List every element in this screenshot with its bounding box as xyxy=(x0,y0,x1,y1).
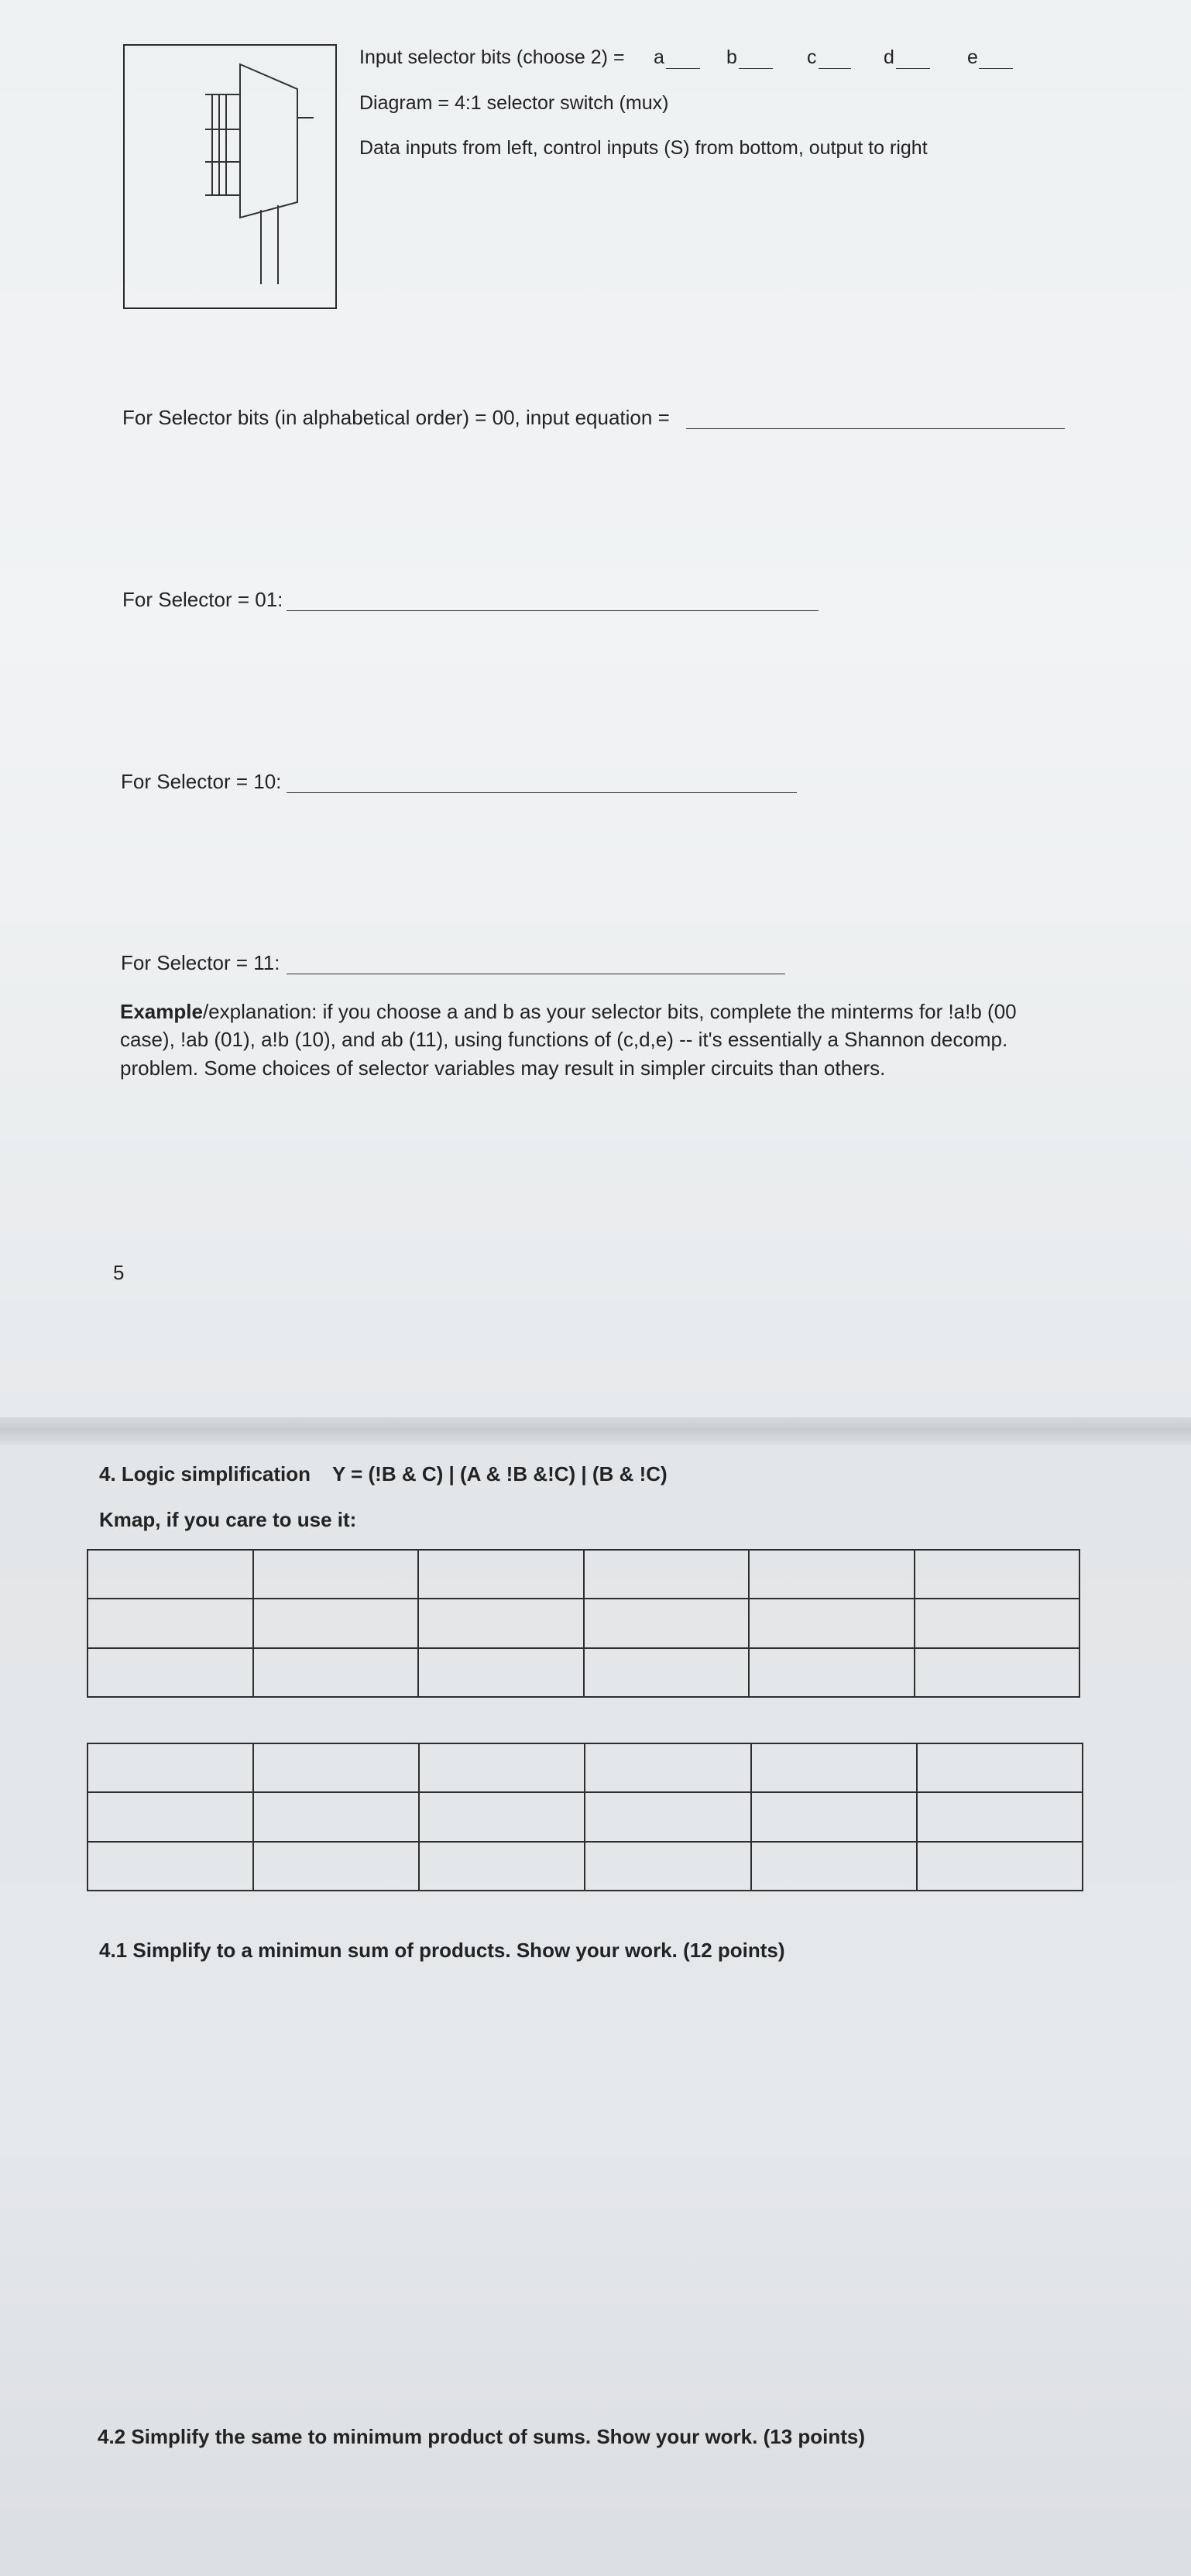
exam-page-bottom xyxy=(0,1445,1191,2576)
kmap-cell[interactable] xyxy=(253,1792,419,1841)
blank-c[interactable] xyxy=(819,68,851,69)
kmap-2-row xyxy=(88,1842,1083,1891)
kmap-cell[interactable] xyxy=(915,1550,1080,1599)
example-line-1 xyxy=(120,999,1017,1024)
mux-diagram xyxy=(123,44,337,309)
selector-00-answer-line[interactable] xyxy=(686,428,1065,429)
selector-10-label: For Selector = 10: xyxy=(121,770,282,793)
kmap-cell[interactable] xyxy=(584,1599,750,1647)
kmap-cell[interactable] xyxy=(749,1599,915,1647)
blank-e[interactable] xyxy=(979,68,1013,69)
page-number: 5 xyxy=(113,1261,125,1284)
kmap-cell[interactable] xyxy=(418,1599,584,1647)
blank-b[interactable] xyxy=(739,68,773,69)
kmap-cell[interactable] xyxy=(418,1550,584,1599)
kmap-cell[interactable] xyxy=(88,1550,253,1599)
kmap-cell[interactable] xyxy=(419,1792,585,1841)
kmap-cell[interactable] xyxy=(749,1648,915,1697)
selector-11-label: For Selector = 11: xyxy=(121,951,280,974)
page-seam xyxy=(0,1417,1191,1447)
kmap-grid-1 xyxy=(87,1549,1080,1698)
kmap-cell[interactable] xyxy=(88,1792,253,1841)
kmap-cell[interactable] xyxy=(751,1743,917,1792)
kmap-cell[interactable] xyxy=(419,1842,585,1891)
kmap-2-row xyxy=(88,1792,1083,1841)
kmap-cell[interactable] xyxy=(584,1550,750,1599)
blank-d[interactable] xyxy=(896,68,930,69)
kmap-cell[interactable] xyxy=(584,1648,750,1697)
kmap-cell[interactable] xyxy=(418,1648,584,1697)
selector-01-answer-line[interactable] xyxy=(287,610,819,611)
kmap-cell[interactable] xyxy=(88,1842,253,1891)
kmap-2-row xyxy=(88,1743,1083,1792)
kmap-cell[interactable] xyxy=(915,1599,1080,1647)
kmap-cell[interactable] xyxy=(88,1599,253,1647)
selector-bits-prompt: Input selector bits (choose 2) = xyxy=(359,46,625,68)
kmap-cell[interactable] xyxy=(585,1743,750,1792)
kmap-cell[interactable] xyxy=(751,1792,917,1841)
kmap-grid-2 xyxy=(87,1743,1083,1891)
selector-10-answer-line[interactable] xyxy=(287,792,797,793)
kmap-1-row xyxy=(88,1648,1079,1697)
mux-symbol xyxy=(125,46,338,311)
kmap-label: Kmap, if you care to use it: xyxy=(99,1508,357,1531)
kmap-cell[interactable] xyxy=(419,1743,585,1792)
kmap-cell[interactable] xyxy=(917,1842,1083,1891)
example-line-1-text: /explanation: if you choose a and b as your selector bits, complete the minterms for !a!b (00 xyxy=(202,1000,1017,1023)
kmap-cell[interactable] xyxy=(88,1743,253,1792)
diagram-description: Diagram = 4:1 selector switch (mux) xyxy=(359,92,669,114)
example-line-2: case), !ab (01), a!b (10), and ab (11), using functions of (c,d,e) -- it's essentially a Shannon decomp. xyxy=(120,1028,1008,1051)
letter-a: a xyxy=(654,46,664,68)
kmap-cell[interactable] xyxy=(915,1648,1080,1697)
data-inputs-description: Data inputs from left, control inputs (S) from bottom, output to right xyxy=(359,137,928,159)
question-4-1: 4.1 Simplify to a minimun sum of products. Show your work. (12 points) xyxy=(99,1939,785,1962)
kmap-cell[interactable] xyxy=(253,1648,419,1697)
kmap-cell[interactable] xyxy=(253,1599,419,1647)
selector-00-label: For Selector bits (in alphabetical order) = 00, input equation = xyxy=(122,406,670,429)
letter-e: e xyxy=(967,46,978,68)
kmap-cell[interactable] xyxy=(253,1550,419,1599)
kmap-cell[interactable] xyxy=(917,1743,1083,1792)
letter-d: d xyxy=(884,46,894,68)
kmap-cell[interactable] xyxy=(749,1550,915,1599)
kmap-1-row xyxy=(88,1550,1079,1599)
example-lead: Example xyxy=(120,1000,203,1023)
question-4-2: 4.2 Simplify the same to minimum product of sums. Show your work. (13 points) xyxy=(98,2425,866,2448)
logic-equation: Y = (!B & C) | (A & !B &!C) | (B & !C) xyxy=(332,1462,668,1485)
letter-c: c xyxy=(807,46,817,68)
kmap-cell[interactable] xyxy=(585,1792,750,1841)
kmap-cell[interactable] xyxy=(253,1842,419,1891)
kmap-cell[interactable] xyxy=(751,1842,917,1891)
kmap-1-row xyxy=(88,1599,1079,1647)
kmap-cell[interactable] xyxy=(88,1648,253,1697)
kmap-cell[interactable] xyxy=(917,1792,1083,1841)
section-4-heading: 4. Logic simplification xyxy=(99,1462,311,1485)
kmap-cell[interactable] xyxy=(253,1743,419,1792)
letter-b: b xyxy=(726,46,737,68)
kmap-cell[interactable] xyxy=(585,1842,750,1891)
blank-a[interactable] xyxy=(666,68,700,69)
example-line-3: problem. Some choices of selector variables may result in simpler circuits than others. xyxy=(120,1056,886,1080)
selector-01-label: For Selector = 01: xyxy=(122,588,283,611)
